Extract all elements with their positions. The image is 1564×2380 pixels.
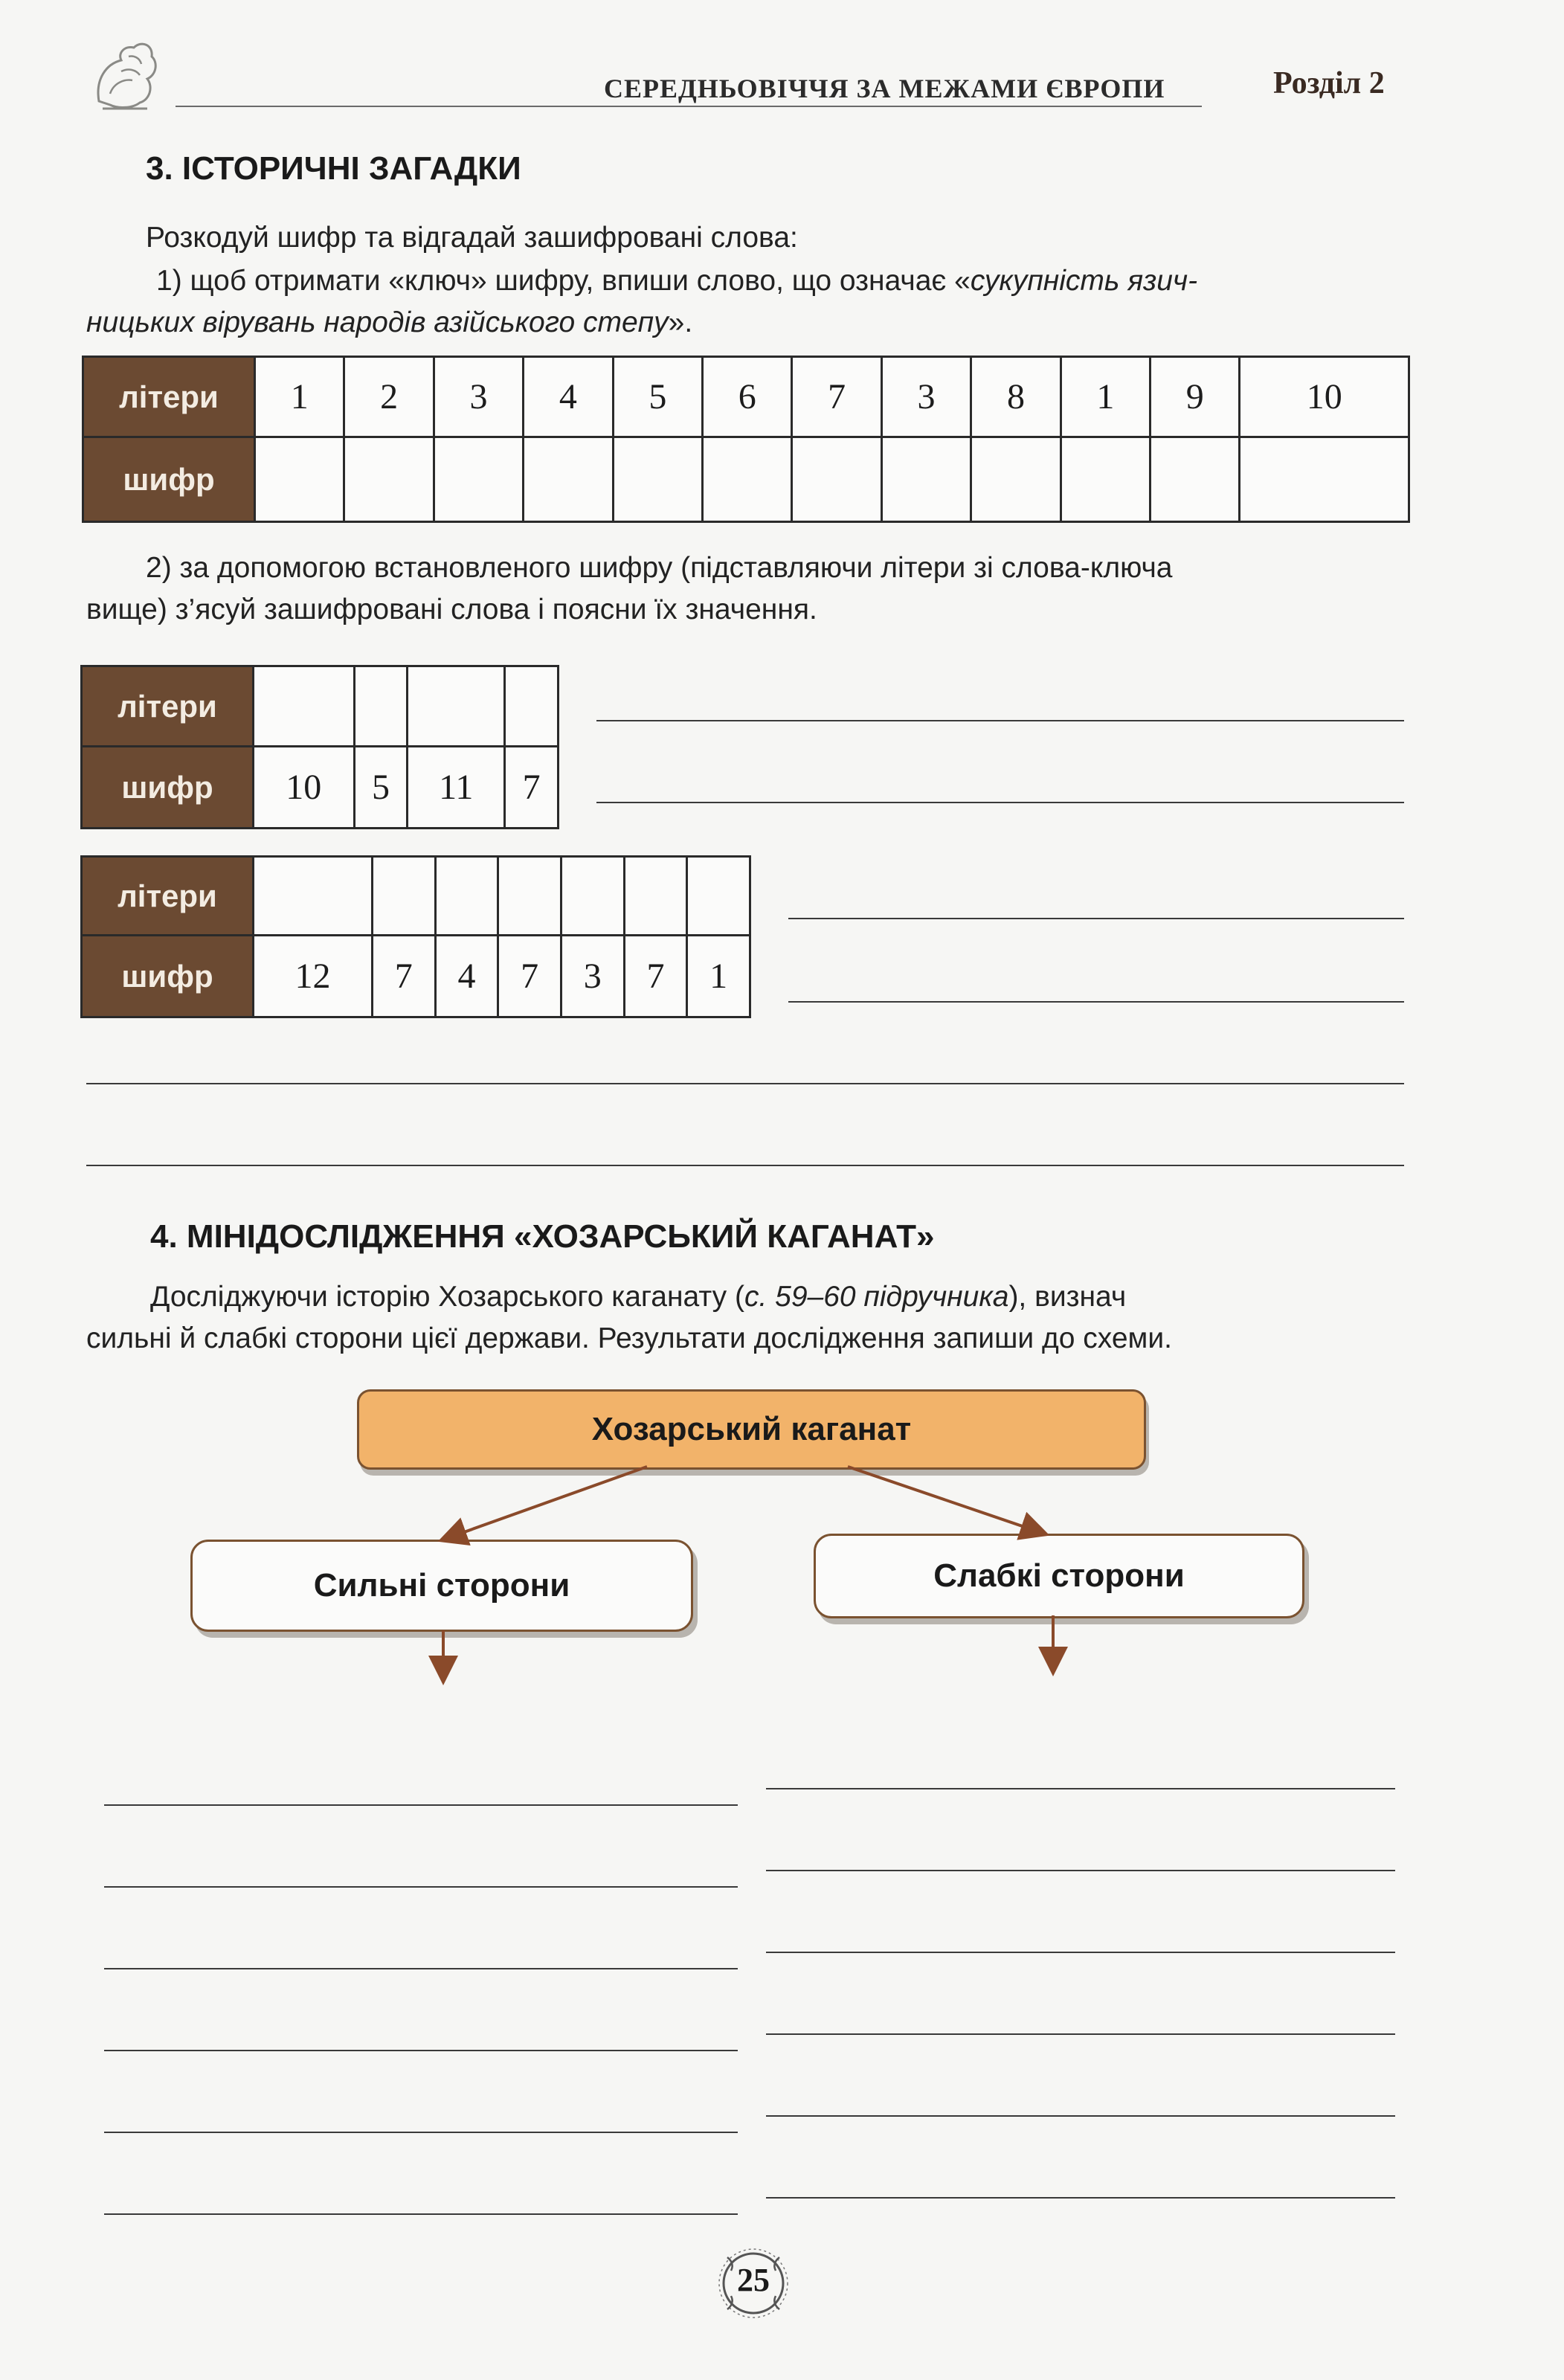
diagram-weaknesses-box: Слабкі сторони (814, 1534, 1304, 1618)
diagram-strengths-box: Сильні сторони (190, 1540, 693, 1632)
section-label: Розділ 2 (1273, 66, 1385, 100)
key-cell: 6 (703, 357, 792, 437)
task3-step2-line2: вище) з’ясуй зашифровані слова і поясни їх значення. (86, 594, 817, 625)
key-cell: 8 (971, 357, 1061, 437)
key-cell: 5 (613, 357, 702, 437)
key-cell: 9 (1151, 357, 1240, 437)
key-cell: 1 (255, 357, 344, 437)
step1-text: 1) щоб отримати «ключ» шифру, впиши слово, що означає « (156, 265, 971, 297)
strengths-line[interactable] (104, 2050, 738, 2051)
weaknesses-line[interactable] (766, 1870, 1395, 1871)
word2-code: 7 (372, 936, 435, 1017)
word1-code: 5 (354, 747, 408, 829)
strengths-line[interactable] (104, 1968, 738, 1969)
arrow-to-weaknesses (848, 1467, 1044, 1534)
key-cell: 4 (524, 357, 613, 437)
weaknesses-line[interactable] (766, 2197, 1395, 2199)
word1-code: 11 (408, 747, 505, 829)
step1-italic-b: ницьких вірувань народів азійського степу (86, 306, 669, 338)
word1-row2-label: шифр (82, 747, 254, 829)
step1-italic-a: сукупність язич- (970, 265, 1198, 297)
word1-row1-label: літери (82, 666, 254, 747)
key-row2-label: шифр (83, 437, 255, 522)
task4-para-line2: сильні й слабкі сторони цієї держави. Результати дослідження запиши до схеми. (86, 1322, 1172, 1354)
task4-text-a: Досліджуючи історію Хозарського каганату ( (150, 1281, 744, 1313)
word2-code: 4 (435, 936, 498, 1017)
key-cell: 7 (792, 357, 881, 437)
weaknesses-line[interactable] (766, 2115, 1395, 2117)
strengths-line[interactable] (104, 2132, 738, 2133)
word2-code: 7 (498, 936, 561, 1017)
task3-heading: 3. ІСТОРИЧНІ ЗАГАДКИ (146, 150, 521, 187)
task3-intro: Розкодуй шифр та відгадай зашифровані слова: (146, 222, 798, 254)
task4-text-b: ), визнач (1008, 1281, 1127, 1313)
strengths-line[interactable] (104, 2213, 738, 2215)
arrow-to-strengths (443, 1467, 647, 1540)
key-cell: 10 (1240, 357, 1409, 437)
weaknesses-line[interactable] (766, 1952, 1395, 1953)
key-cell: 2 (344, 357, 434, 437)
word2-code: 12 (254, 936, 373, 1017)
weaknesses-line[interactable] (766, 2033, 1395, 2035)
step1-end: ». (668, 306, 693, 338)
word1-code: 7 (505, 747, 559, 829)
word2-code: 3 (561, 936, 624, 1017)
key-cell: 1 (1061, 357, 1150, 437)
word2-row1-label: літери (82, 857, 254, 936)
key-cell: 3 (434, 357, 523, 437)
strengths-line[interactable] (104, 1886, 738, 1888)
word2-code: 7 (624, 936, 687, 1017)
weaknesses-line[interactable] (766, 1788, 1395, 1789)
word2-code: 1 (687, 936, 750, 1017)
task4-text-italic: с. 59–60 підручника (744, 1281, 1009, 1313)
word1-code: 10 (254, 747, 355, 829)
header-title: СЕРЕДНЬОВІЧЧЯ ЗА МЕЖАМИ ЄВРОПИ (604, 74, 1165, 103)
word2-row2-label: шифр (82, 936, 254, 1017)
diagram-main-box: Хозарський каганат (357, 1389, 1146, 1470)
key-row1-label: літери (83, 357, 255, 437)
key-cell: 3 (881, 357, 971, 437)
strengths-line[interactable] (104, 1804, 738, 1806)
page-number: 25 (737, 2262, 770, 2298)
task4-heading: 4. МІНІДОСЛІДЖЕННЯ «ХОЗАРСЬКИЙ КАГАНАТ» (150, 1218, 935, 1255)
task3-step2-line1: 2) за допомогою встановленого шифру (підставляючи літери зі слова-ключа (146, 552, 1173, 584)
